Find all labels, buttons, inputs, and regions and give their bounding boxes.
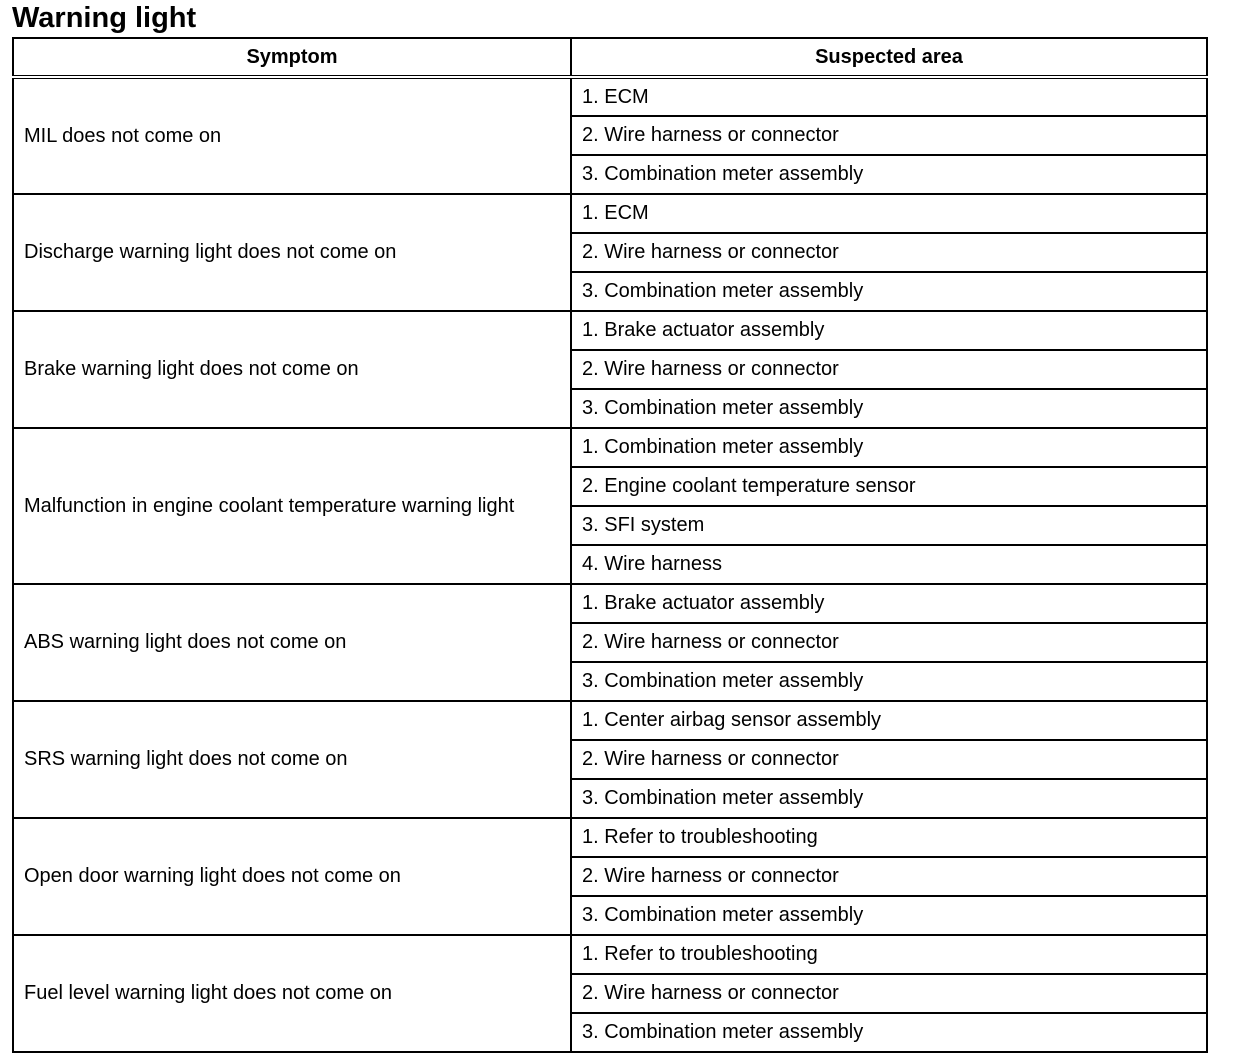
symptom-cell: Discharge warning light does not come on bbox=[13, 194, 571, 311]
table-row bbox=[13, 311, 1207, 350]
table-header-row bbox=[13, 38, 1207, 77]
symptom-column-header: Symptom bbox=[13, 38, 571, 77]
suspected-area-cell: 2. Wire harness or connector bbox=[571, 857, 1207, 896]
table-row bbox=[13, 584, 1207, 623]
suspected-area-cell: 3. Combination meter assembly bbox=[571, 272, 1207, 311]
suspected-area-cell: 2. Wire harness or connector bbox=[571, 233, 1207, 272]
suspected-area-cell: 3. Combination meter assembly bbox=[571, 1013, 1207, 1052]
table-row bbox=[13, 428, 1207, 467]
suspected-area-cell: 1. Combination meter assembly bbox=[571, 428, 1207, 467]
suspected-area-cell: 3. SFI system bbox=[571, 506, 1207, 545]
suspected-area-cell: 1. ECM bbox=[571, 77, 1207, 116]
symptom-cell: Malfunction in engine coolant temperature warning light bbox=[13, 428, 571, 584]
suspected-area-cell: 2. Wire harness or connector bbox=[571, 740, 1207, 779]
suspected-area-cell: 1. Refer to troubleshooting bbox=[571, 818, 1207, 857]
suspected-area-cell: 2. Wire harness or connector bbox=[571, 623, 1207, 662]
suspected-area-cell: 1. Center airbag sensor assembly bbox=[571, 701, 1207, 740]
suspected-area-cell: 4. Wire harness bbox=[571, 545, 1207, 584]
page-title: Warning light bbox=[12, 2, 197, 34]
symptom-cell: Brake warning light does not come on bbox=[13, 311, 571, 428]
suspected-area-cell: 3. Combination meter assembly bbox=[571, 662, 1207, 701]
symptom-cell: Open door warning light does not come on bbox=[13, 818, 571, 935]
suspected-area-cell: 2. Wire harness or connector bbox=[571, 974, 1207, 1013]
suspected-area-cell: 3. Combination meter assembly bbox=[571, 896, 1207, 935]
table-row bbox=[13, 818, 1207, 857]
suspected-area-cell: 3. Combination meter assembly bbox=[571, 155, 1207, 194]
suspected-area-cell: 1. Refer to troubleshooting bbox=[571, 935, 1207, 974]
suspected-area-cell: 2. Wire harness or connector bbox=[571, 350, 1207, 389]
table-row bbox=[13, 935, 1207, 974]
suspected-area-cell: 2. Wire harness or connector bbox=[571, 116, 1207, 155]
suspected-area-column-header: Suspected area bbox=[571, 38, 1207, 77]
symptom-cell: SRS warning light does not come on bbox=[13, 701, 571, 818]
suspected-area-cell: 3. Combination meter assembly bbox=[571, 779, 1207, 818]
suspected-area-cell: 1. ECM bbox=[571, 194, 1207, 233]
warning-light-table bbox=[12, 37, 1208, 1053]
symptom-cell: Fuel level warning light does not come on bbox=[13, 935, 571, 1052]
symptom-cell: ABS warning light does not come on bbox=[13, 584, 571, 701]
table-body bbox=[13, 77, 1207, 1052]
symptom-cell: MIL does not come on bbox=[13, 77, 571, 194]
table-row bbox=[13, 77, 1207, 116]
suspected-area-cell: 2. Engine coolant temperature sensor bbox=[571, 467, 1207, 506]
suspected-area-cell: 3. Combination meter assembly bbox=[571, 389, 1207, 428]
table-row bbox=[13, 701, 1207, 740]
suspected-area-cell: 1. Brake actuator assembly bbox=[571, 311, 1207, 350]
table-row bbox=[13, 194, 1207, 233]
suspected-area-cell: 1. Brake actuator assembly bbox=[571, 584, 1207, 623]
